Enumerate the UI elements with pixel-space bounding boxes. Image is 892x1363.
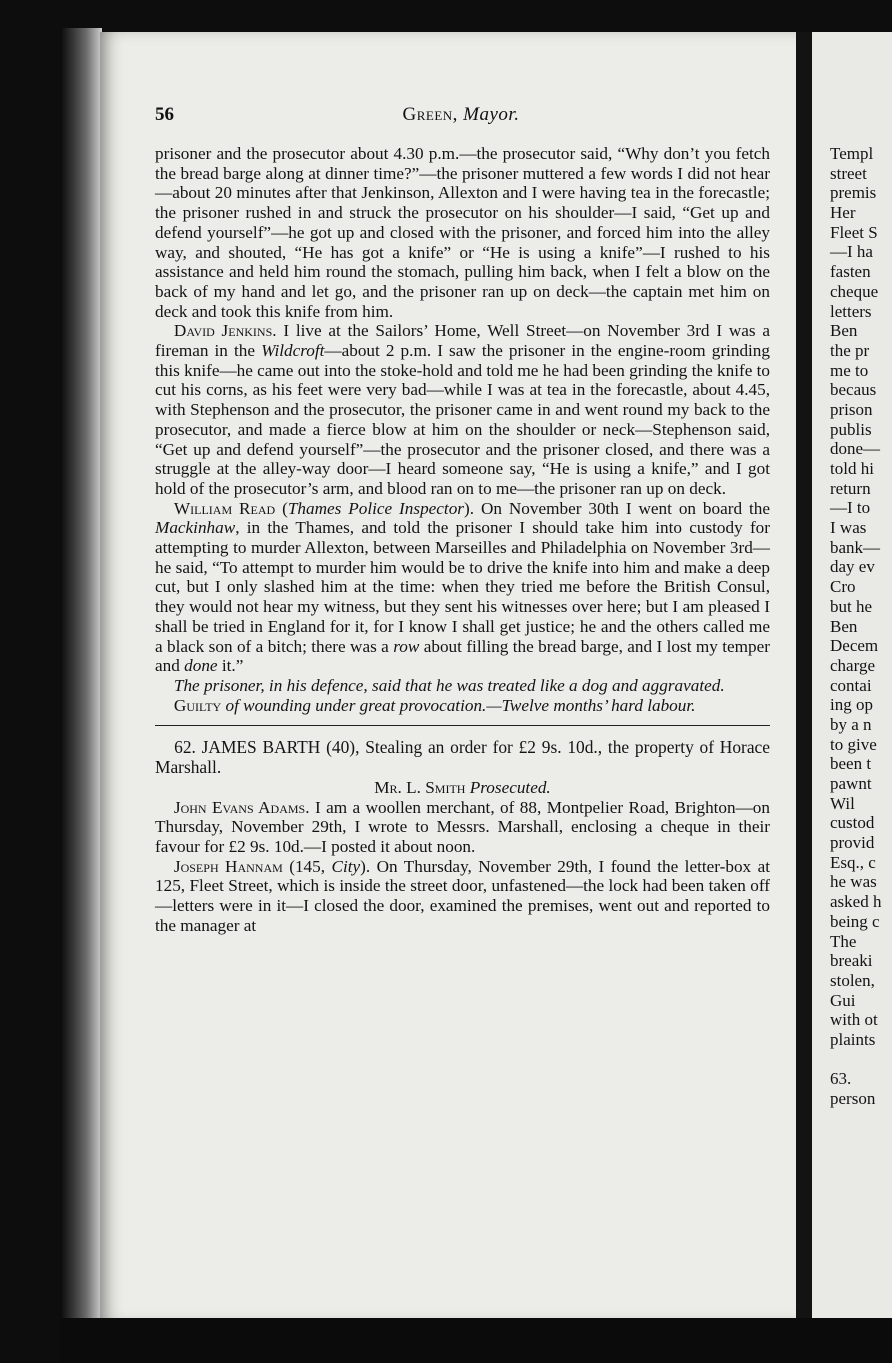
paragraph-stephenson-continued: prisoner and the prosecutor about 4.30 p.m.—the prosecutor said, “Why don’t you fetch the bread barge along at dinner time?”—the prisoner muttered a few words I did not hear—about 20 minutes after that Jenkinson, Allexton and I were having tea in the forecastle; the prisoner rushed in and struck the prosecutor on his shoulder—I said, “Get up and defend yourself”—he got up and closed with the prisoner, and forced him into the alley way, and shouted, “He has got a knife” or “He is using a knife”—I rushed to his assistance and held him round the stomach, pulling him back, when I felt a blow on the back of my hand and let go, and the prisoner ran up on deck—the captain met him on deck and took this knife from him. (155, 144, 770, 321)
right-page-line: —I ha (830, 242, 873, 262)
paragraph-prisoner-defence: The prisoner, in his defence, said that he was treated like a dog and aggravated. (173, 675, 725, 695)
running-title: Green, Mayor. (402, 104, 520, 125)
right-page-fragments (830, 144, 892, 1109)
case-62 (155, 738, 770, 935)
right-page-line: Ben (830, 616, 858, 636)
right-page-line: Gui (830, 990, 856, 1010)
right-page-line: letters (830, 301, 872, 321)
right-page-line: he was (830, 872, 877, 892)
right-page-line: me to (830, 360, 869, 380)
right-page-line: charge (830, 655, 875, 675)
right-page-line: told hi (830, 459, 874, 478)
right-page-line: I was (830, 518, 867, 538)
left-page (100, 32, 800, 1322)
right-page-line: custod (830, 813, 875, 833)
right-page-line: with ot (830, 1010, 878, 1030)
right-page-line: the pr (830, 340, 870, 360)
right-page-line: pawnt (830, 774, 872, 793)
paragraph-john-evans-adams: John Evans Adams. I am a woollen merchant, of 88, Montpelier Road, Brighton—on Thursday, November 29th, I wrote to Messrs. Marshall, enclosing a cheque in their favour for £2 9s. 10d.—I posted it about noon. (155, 797, 770, 856)
case-62-prosecutor: Mr. L. Smith Prosecuted. (374, 777, 551, 797)
right-page-line: return (830, 478, 871, 498)
right-page-line: The (830, 931, 857, 951)
right-page-line: Templ (830, 144, 874, 163)
scan-bottom-edge (60, 1318, 892, 1363)
right-page-line: premis (830, 183, 877, 203)
right-page-line: stolen, (830, 970, 875, 990)
right-page-line: street (830, 163, 867, 183)
right-page-line: done— (830, 439, 881, 459)
right-page-line: contai (830, 675, 872, 695)
paragraph-william-read: William Read (Thames Police Inspector). On November 30th I went on board the Mackinhaw, in the Thames, and told the prisoner I should take him into custody for attempting to murder Allexton, between Marseilles and Philadelphia on November 3rd—he said, “To attempt to murder him would be to drive the knife into him and make a deep cut, but I only slashed him at the time: when they tried me before the British Consul, they would not hear my witness, but they sent his witnesses over here; but I am pleased I shall be tried in England for it, for I know I shall get justice; he and the others called me a black son of a bitch; there was a row about filling the bread barge, and I lost my temper and done it.” (155, 498, 770, 676)
right-page-line: Esq., c (830, 852, 876, 872)
right-page-line (830, 1050, 892, 1070)
right-page-line: but he (830, 596, 873, 616)
right-page-line: publis (830, 419, 872, 439)
right-page-line: Her (830, 203, 856, 223)
right-page-edge (812, 32, 892, 1322)
paragraph-verdict: Guilty of wounding under great provocation.—Twelve months’ hard labour. (173, 695, 696, 715)
right-page-line: to give (830, 734, 877, 754)
right-page-line: —I to (830, 498, 871, 518)
right-page-line: 63. (830, 1069, 852, 1089)
right-page-line: being c (830, 911, 880, 931)
case-62-heading: 62. JAMES BARTH (40), Stealing an order for £2 9s. 10d., the property of Horace Marshall. (155, 737, 770, 778)
right-page-line: by a n (830, 714, 872, 734)
right-page-line: day ev (830, 557, 875, 577)
right-page-line: plaints (830, 1029, 876, 1049)
right-page-line: Cro (830, 577, 856, 597)
section-divider (155, 725, 770, 726)
right-page-line: fasten (830, 262, 871, 282)
right-page-line: been t (830, 754, 872, 774)
right-page-line: Wil (830, 793, 855, 813)
right-page-line: breaki (830, 951, 873, 971)
right-page-line: cheque (830, 281, 879, 301)
paragraph-david-jenkins: David Jenkins. I live at the Sailors’ Home, Well Street—on November 3rd I was a fireman in the Wildcroft—about 2 p.m. I saw the prisoner in the engine-room grinding this knife—he came out into the stoke-hold and told me he had been grinding the knife to cut his corns, as his feet were very bad—while I was at tea in the forecastle, about 4.45, with Stephenson and the prosecutor, the prisoner came in and went round my back to the prosecutor, and made a fierce blow at him on the shoulder or neck—Stephenson said, “Get up and defend yourself”—the prosecutor and the prisoner closed, and there was a struggle at the alley-way door—I heard someone say, “He is using a knife,” and I got hold of the prosecutor’s arm, and blood ran on to me—the prisoner ran up on deck. (155, 321, 770, 498)
page-body (155, 144, 770, 935)
right-page-line: provid (830, 833, 875, 853)
right-page-line: ing op (830, 695, 873, 715)
right-page-line: asked h (830, 892, 882, 912)
running-header (155, 104, 767, 128)
right-page-line: person (830, 1089, 876, 1108)
right-page-line: Ben (830, 321, 858, 341)
right-page-line: prison (830, 399, 873, 419)
page-number: 56 (155, 104, 174, 125)
paragraph-joseph-hannam: Joseph Hannam (145, City). On Thursday, November 29th, I found the letter-box at 125, Fleet Street, which is inside the street door, unfastened—the lock had been taken off—letters were in it—I closed the door, examined the premises, went out and reported to the manager at (155, 856, 770, 935)
right-page-line: Decem (830, 636, 879, 656)
right-page-line: bank— (830, 537, 881, 557)
right-page-line: Fleet S (830, 222, 878, 242)
right-page-line: becaus (830, 380, 877, 400)
book-spine (62, 28, 102, 1318)
